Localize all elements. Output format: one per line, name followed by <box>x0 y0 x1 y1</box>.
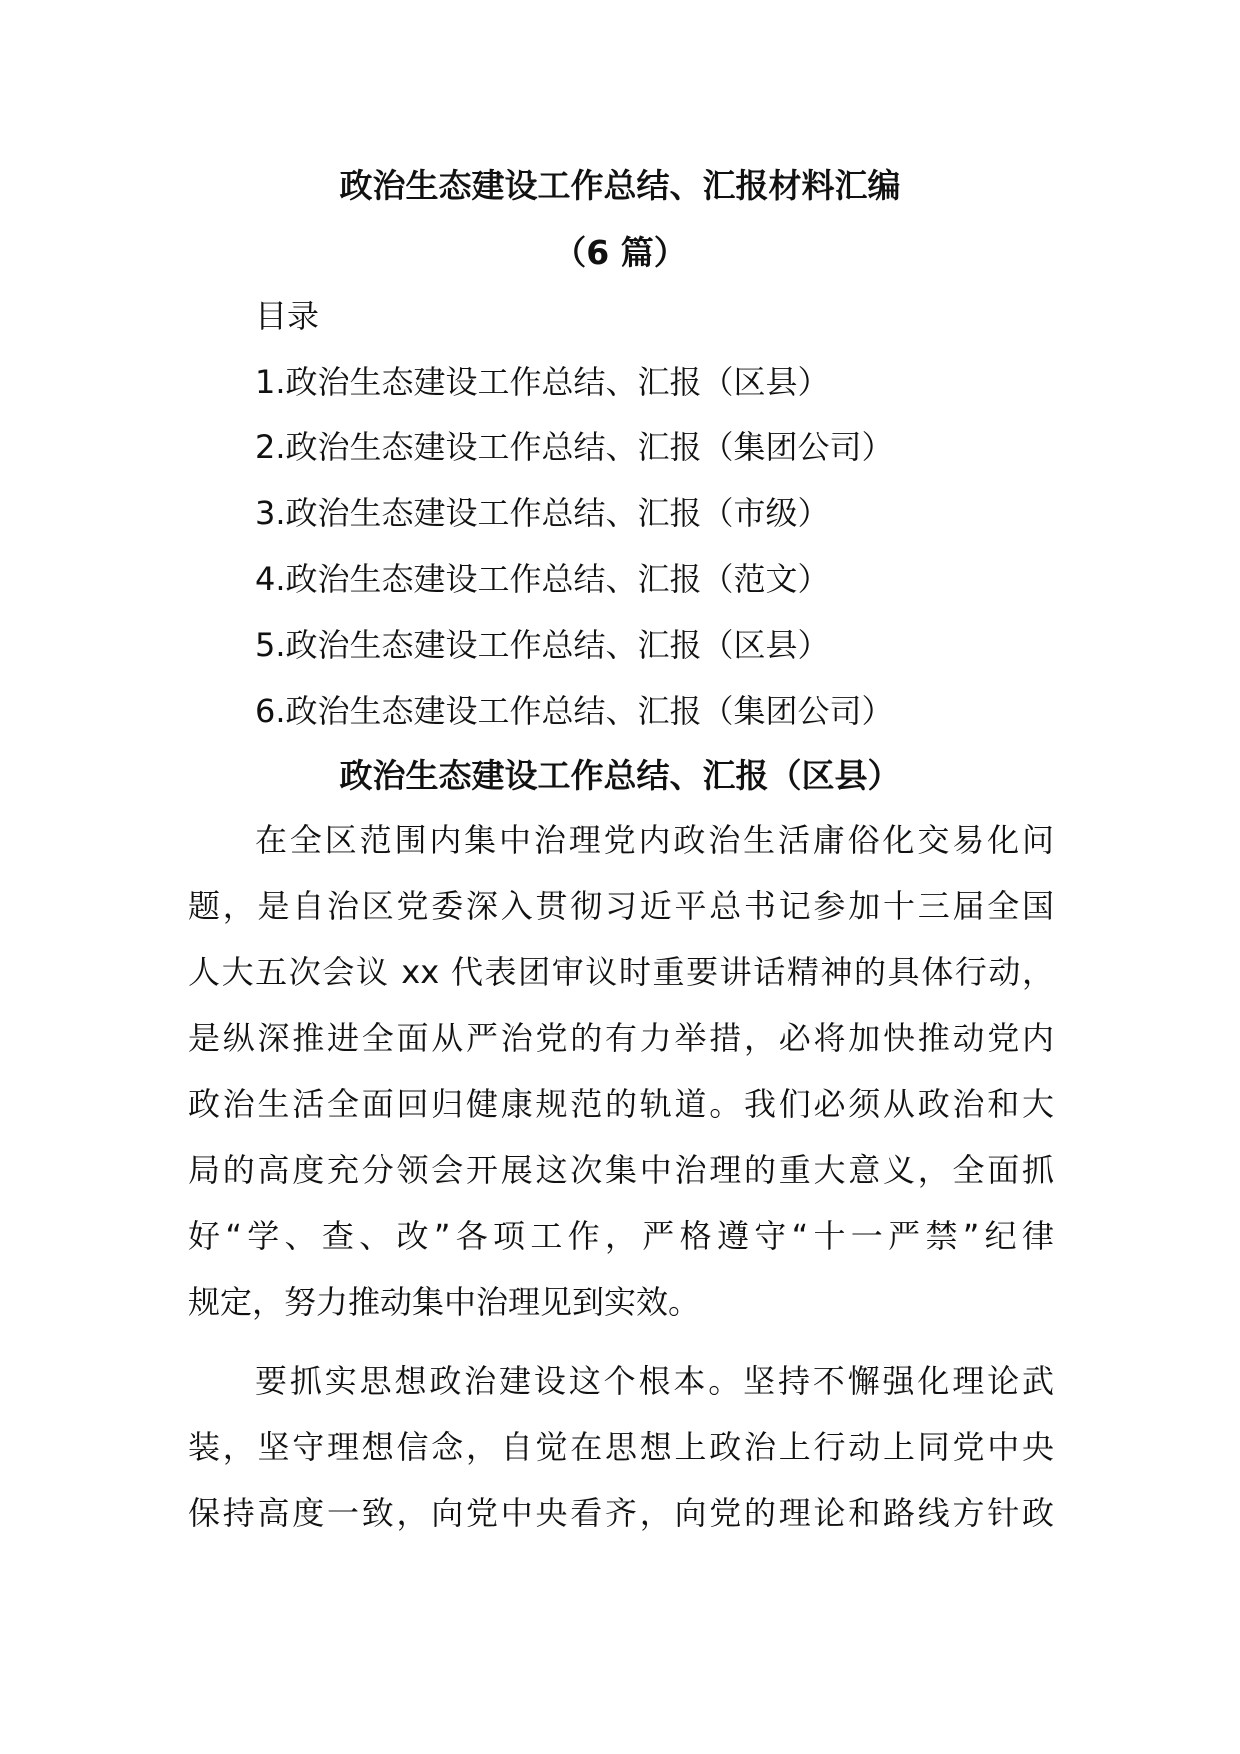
body-paragraph-2 <box>188 1348 1054 1546</box>
document-title: 政治生态建设工作总结、汇报材料汇编 <box>339 166 901 205</box>
paragraph-line: 是纵深推进全面从严治党的有力举措，必将加快推动党内 <box>188 1019 1054 1057</box>
section-title: 政治生态建设工作总结、汇报（区县） <box>339 756 901 795</box>
paragraph-line: 题，是自治区党委深入贯彻习近平总书记参加十三届全国 <box>188 887 1054 925</box>
document-subtitle: （6 篇） <box>553 233 687 272</box>
paragraph-line: 人大五次会议 xx 代表团审议时重要讲话精神的具体行动， <box>188 953 1054 991</box>
paragraph-line: 政治生活全面回归健康规范的轨道。我们必须从政治和大 <box>188 1085 1054 1123</box>
paragraph-line: 保持高度一致，向党中央看齐，向党的理论和路线方针政 <box>188 1494 1054 1532</box>
toc-item-4: 4.政治生态建设工作总结、汇报（范文） <box>255 560 830 598</box>
toc-item-2: 2.政治生态建设工作总结、汇报（集团公司） <box>255 428 894 466</box>
toc-item-3: 3.政治生态建设工作总结、汇报（市级） <box>255 494 830 532</box>
paragraph-line: 局的高度充分领会开展这次集中治理的重大意义，全面抓 <box>188 1151 1054 1189</box>
paragraph-line: 规定，努力推动集中治理见到实效。 <box>188 1283 701 1321</box>
toc-item-6: 6.政治生态建设工作总结、汇报（集团公司） <box>255 692 894 730</box>
paragraph-line: 好“学、查、改”各项工作，严格遵守“十一严禁”纪律 <box>188 1217 1054 1255</box>
paragraph-line: 装，坚守理想信念，自觉在思想上政治上行动上同党中央 <box>188 1428 1054 1466</box>
toc-item-1: 1.政治生态建设工作总结、汇报（区县） <box>255 363 830 401</box>
toc-item-5: 5.政治生态建设工作总结、汇报（区县） <box>255 626 830 664</box>
body-paragraph-1 <box>188 807 1054 1335</box>
paragraph-line: 在全区范围内集中治理党内政治生活庸俗化交易化问 <box>255 821 1054 859</box>
toc-heading: 目录 <box>255 297 320 335</box>
paragraph-line: 要抓实思想政治建设这个根本。坚持不懈强化理论武 <box>255 1362 1054 1400</box>
